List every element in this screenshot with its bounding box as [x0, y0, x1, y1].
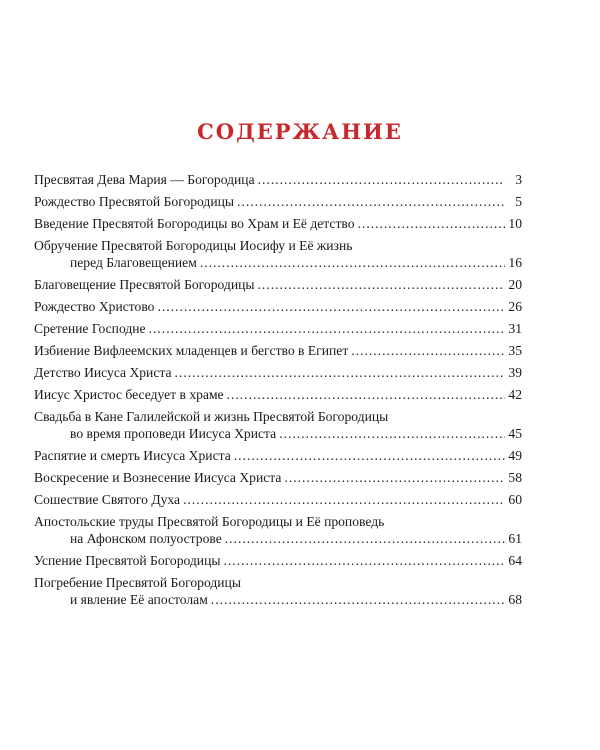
- toc-entry-title: перед Благовещением: [70, 255, 197, 270]
- dot-leader: [227, 386, 505, 403]
- toc-entry-continuation-line: [34, 591, 522, 608]
- toc-page-number: 3: [515, 172, 522, 187]
- toc-entry-title-line: [34, 513, 522, 530]
- toc-page-number: 16: [508, 255, 522, 270]
- toc-entry-title: Воскресение и Вознесение Иисуса Христа: [34, 470, 282, 485]
- toc-entry-title-line: [34, 469, 522, 486]
- dot-leader: [234, 447, 505, 464]
- toc-entry: [34, 469, 522, 486]
- toc-page-number: 61: [508, 531, 522, 546]
- dot-leader: [183, 491, 505, 508]
- dot-leader: [358, 215, 505, 232]
- toc-entry: [34, 386, 522, 403]
- toc-entry-title-line: [34, 491, 522, 508]
- toc-entry-title: Детство Иисуса Христа: [34, 365, 172, 380]
- dot-leader: [279, 425, 505, 442]
- toc-entry: [34, 320, 522, 337]
- toc-entry-title: Избиение Вифлеемских младенцев и бегство в Египет: [34, 343, 349, 358]
- toc-entry: [34, 171, 522, 188]
- toc-entry-title-line: [34, 171, 522, 188]
- toc-entry: [34, 513, 522, 547]
- toc-entry-continuation-line: [34, 254, 522, 271]
- dot-leader: [149, 320, 505, 337]
- toc-entry-title: Свадьба в Кане Галилейской и жизнь Пресвятой Богородицы: [34, 409, 389, 424]
- toc-entry-title: во время проповеди Иисуса Христа: [70, 426, 277, 441]
- toc-page-number: 39: [508, 365, 522, 380]
- toc-entry-title: Сретение Господне: [34, 321, 146, 336]
- toc-entry-title: Обручение Пресвятой Богородицы Иосифу и Её жизнь: [34, 238, 353, 253]
- toc-entry: [34, 408, 522, 442]
- dot-leader: [258, 276, 505, 293]
- dot-leader: [258, 171, 505, 188]
- toc-entry-title-line: [34, 298, 522, 315]
- toc-entry-title-line: [34, 574, 522, 591]
- dot-leader: [157, 298, 505, 315]
- toc-entry-title-line: [34, 193, 522, 210]
- dot-leader: [237, 193, 505, 210]
- toc-page-number: 31: [508, 321, 522, 336]
- toc-page-number: 26: [508, 299, 522, 314]
- dot-leader: [224, 552, 506, 569]
- toc-entry-continuation-line: [34, 530, 522, 547]
- toc-entry-title-line: [34, 364, 522, 381]
- toc-entry: [34, 364, 522, 381]
- toc-page-number: 45: [508, 426, 522, 441]
- toc-entry: [34, 491, 522, 508]
- toc-entry-title: Апостольские труды Пресвятой Богородицы и Её проповедь: [34, 514, 385, 529]
- toc-page-number: 68: [508, 592, 522, 607]
- toc-entry-title: Распятие и смерть Иисуса Христа: [34, 448, 231, 463]
- toc-page-number: 49: [508, 448, 522, 463]
- toc-page-number: 35: [508, 343, 522, 358]
- toc-entry: [34, 237, 522, 271]
- toc-entry-title-line: [34, 342, 522, 359]
- table-of-contents: [34, 171, 522, 608]
- dot-leader: [351, 342, 505, 359]
- toc-entry-title-line: [34, 215, 522, 232]
- toc-entry: [34, 193, 522, 210]
- toc-entry-title: Рождество Пресвятой Богородицы: [34, 194, 235, 209]
- dot-leader: [284, 469, 505, 486]
- toc-page-number: 10: [508, 216, 522, 231]
- toc-page-number: 42: [508, 387, 522, 402]
- toc-page-number: 20: [508, 277, 522, 292]
- dot-leader: [225, 530, 505, 547]
- toc-entry-title-line: [34, 320, 522, 337]
- dot-leader: [175, 364, 505, 381]
- toc-entry-title: Благовещение Пресвятой Богородицы: [34, 277, 255, 292]
- toc-page-number: 60: [508, 492, 522, 507]
- page-title: СОДЕРЖАНИЕ: [197, 119, 403, 144]
- toc-entry-title: Успение Пресвятой Богородицы: [34, 553, 221, 568]
- toc-page-number: 5: [515, 194, 522, 209]
- toc-entry-title: Пресвятая Дева Мария — Богородица: [34, 172, 255, 187]
- toc-entry-title-line: [34, 552, 522, 569]
- toc-entry: [34, 574, 522, 608]
- toc-entry-title-line: [34, 408, 522, 425]
- toc-entry: [34, 447, 522, 464]
- dot-leader: [211, 591, 505, 608]
- toc-entry-title-line: [34, 386, 522, 403]
- toc-entry-title: Введение Пресвятой Богородицы во Храм и Её детство: [34, 216, 355, 231]
- toc-entry: [34, 298, 522, 315]
- toc-entry-title: Рождество Христово: [34, 299, 155, 314]
- toc-page-number: 58: [508, 470, 522, 485]
- toc-entry: [34, 215, 522, 232]
- toc-entry-title: Иисус Христос беседует в храме: [34, 387, 224, 402]
- toc-entry-title: и явление Её апостолам: [70, 592, 208, 607]
- toc-entry: [34, 276, 522, 293]
- toc-entry-title-line: [34, 276, 522, 293]
- dot-leader: [200, 254, 505, 271]
- toc-entry-title: на Афонском полуострове: [70, 531, 222, 546]
- toc-entry: [34, 552, 522, 569]
- toc-entry-continuation-line: [34, 425, 522, 442]
- toc-page-number: 64: [508, 553, 522, 568]
- toc-entry-title: Сошествие Святого Духа: [34, 492, 181, 507]
- toc-entry-title: Погребение Пресвятой Богородицы: [34, 575, 241, 590]
- toc-entry-title-line: [34, 237, 522, 254]
- toc-entry-title-line: [34, 447, 522, 464]
- toc-entry: [34, 342, 522, 359]
